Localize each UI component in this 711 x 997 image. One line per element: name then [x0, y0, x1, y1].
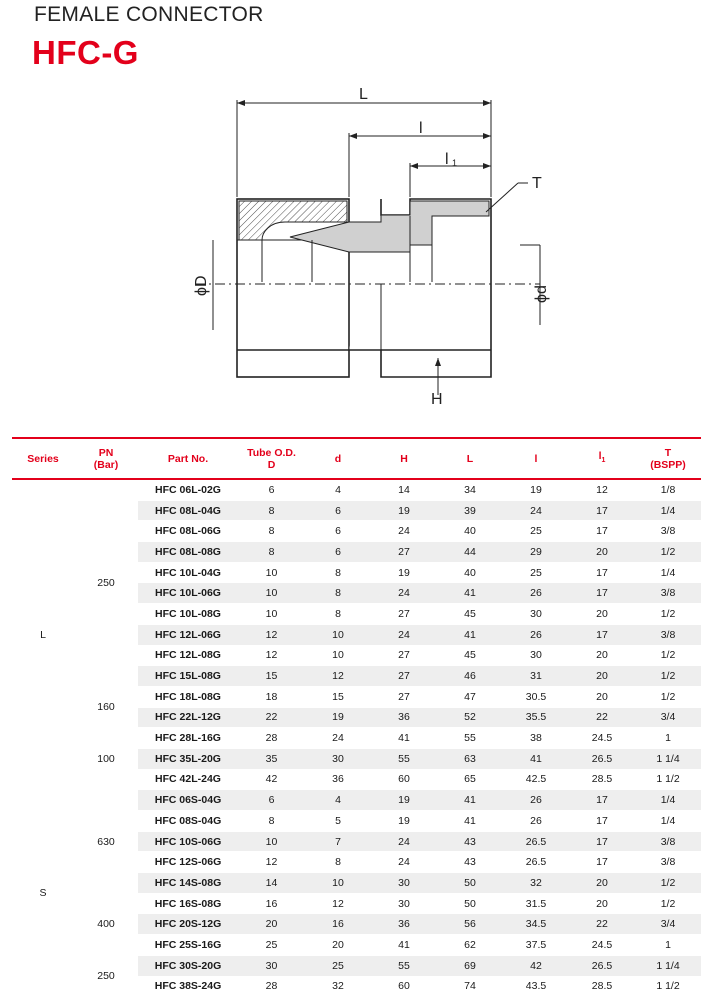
cell-T: 1/2 [635, 645, 701, 666]
cell-l: 26 [503, 811, 569, 832]
cell-part: HFC 06L-02G [138, 479, 238, 500]
cell-l: 37.5 [503, 935, 569, 956]
cell-H: 27 [371, 604, 437, 625]
cell-l: 41 [503, 748, 569, 769]
cell-part: HFC 14S-08G [138, 873, 238, 894]
cell-l1: 24.5 [569, 728, 635, 749]
cell-L: 40 [437, 562, 503, 583]
cell-H: 27 [371, 666, 437, 687]
cell-L: 74 [437, 976, 503, 997]
cell-d: 10 [305, 624, 371, 645]
cell-H: 41 [371, 935, 437, 956]
cell-T: 1 1/2 [635, 976, 701, 997]
cell-tube: 12 [238, 852, 305, 873]
cell-L: 45 [437, 645, 503, 666]
cell-l: 34.5 [503, 914, 569, 935]
cell-H: 60 [371, 976, 437, 997]
cell-l: 25 [503, 562, 569, 583]
cell-l1: 28.5 [569, 769, 635, 790]
cell-d: 30 [305, 748, 371, 769]
header-H: H [371, 438, 437, 479]
cell-part: HFC 16S-08G [138, 893, 238, 914]
cell-l1: 20 [569, 686, 635, 707]
header-series: Series [12, 438, 74, 479]
cell-H: 30 [371, 873, 437, 894]
cell-tube: 20 [238, 914, 305, 935]
cell-H: 41 [371, 728, 437, 749]
cell-T: 1/4 [635, 811, 701, 832]
header-tube-od: Tube O.D. D [238, 438, 305, 479]
dim-label-D: ϕD [193, 275, 210, 296]
cell-part: HFC 18L-08G [138, 686, 238, 707]
cell-L: 47 [437, 686, 503, 707]
table-row [12, 479, 701, 500]
cell-l: 26 [503, 790, 569, 811]
cell-L: 46 [437, 666, 503, 687]
cell-d: 6 [305, 521, 371, 542]
cell-T: 3/8 [635, 624, 701, 645]
cell-d: 15 [305, 686, 371, 707]
cell-l1: 17 [569, 521, 635, 542]
cell-L: 41 [437, 811, 503, 832]
cell-tube: 6 [238, 790, 305, 811]
cell-d: 19 [305, 707, 371, 728]
cell-L: 41 [437, 583, 503, 604]
cell-T: 1 [635, 935, 701, 956]
cell-l1: 20 [569, 542, 635, 563]
cell-l1: 22 [569, 707, 635, 728]
cell-part: HFC 25S-16G [138, 935, 238, 956]
cell-d: 36 [305, 769, 371, 790]
header-d: d [305, 438, 371, 479]
cell-l: 43.5 [503, 976, 569, 997]
cell-part: HFC 22L-12G [138, 707, 238, 728]
cell-l1: 17 [569, 852, 635, 873]
cell-l: 32 [503, 873, 569, 894]
cell-part: HFC 12L-06G [138, 624, 238, 645]
cell-L: 50 [437, 873, 503, 894]
cell-T: 1 1/4 [635, 955, 701, 976]
cell-H: 19 [371, 500, 437, 521]
cell-H: 55 [371, 955, 437, 976]
cell-tube: 22 [238, 707, 305, 728]
cell-L: 41 [437, 624, 503, 645]
cell-part: HFC 08L-08G [138, 542, 238, 563]
product-code-title: HFC-G [32, 34, 139, 71]
cell-L: 34 [437, 479, 503, 500]
cell-tube: 16 [238, 893, 305, 914]
cell-l1: 28.5 [569, 976, 635, 997]
cell-l: 26 [503, 583, 569, 604]
header-l: l [503, 438, 569, 479]
cell-part: HFC 20S-12G [138, 914, 238, 935]
pn-cell: 250 [74, 479, 138, 686]
cell-part: HFC 38S-24G [138, 976, 238, 997]
cell-l1: 17 [569, 624, 635, 645]
cell-d: 10 [305, 873, 371, 894]
series-cell: S [12, 790, 74, 997]
cell-L: 63 [437, 748, 503, 769]
dim-label-l1-sub: 1 [452, 158, 458, 168]
cell-L: 69 [437, 955, 503, 976]
cell-T: 3/8 [635, 583, 701, 604]
cell-part: HFC 08L-06G [138, 521, 238, 542]
cell-tube: 8 [238, 811, 305, 832]
header-part-no: Part No. [138, 438, 238, 479]
cell-L: 41 [437, 790, 503, 811]
cell-tube: 8 [238, 500, 305, 521]
cell-l: 30.5 [503, 686, 569, 707]
cell-L: 43 [437, 831, 503, 852]
cell-L: 44 [437, 542, 503, 563]
cell-H: 19 [371, 811, 437, 832]
cell-part: HFC 10L-08G [138, 604, 238, 625]
cell-l: 29 [503, 542, 569, 563]
table-row [12, 955, 701, 976]
cell-T: 1/2 [635, 604, 701, 625]
pn-cell: 630 [74, 790, 138, 893]
cell-d: 10 [305, 645, 371, 666]
header-l1: $l_1$ [569, 438, 635, 479]
cell-L: 55 [437, 728, 503, 749]
cell-T: 1 1/4 [635, 748, 701, 769]
cell-tube: 30 [238, 955, 305, 976]
cell-l1: 20 [569, 604, 635, 625]
dim-label-T: T [532, 175, 542, 192]
cell-l1: 17 [569, 583, 635, 604]
cell-part: HFC 28L-16G [138, 728, 238, 749]
cell-L: 62 [437, 935, 503, 956]
cell-d: 25 [305, 955, 371, 976]
table-row [12, 893, 701, 914]
cell-tube: 25 [238, 935, 305, 956]
cell-T: 1/2 [635, 873, 701, 894]
product-category: FEMALE CONNECTOR [34, 3, 264, 26]
cell-l: 42.5 [503, 769, 569, 790]
cell-H: 24 [371, 624, 437, 645]
cell-l: 30 [503, 604, 569, 625]
cell-l1: 20 [569, 893, 635, 914]
cell-l1: 26.5 [569, 748, 635, 769]
cell-tube: 35 [238, 748, 305, 769]
table-header-row [12, 438, 701, 479]
dim-label-l1: l [445, 151, 449, 168]
pn-cell: 400 [74, 893, 138, 955]
cell-d: 8 [305, 562, 371, 583]
cell-H: 55 [371, 748, 437, 769]
cell-H: 36 [371, 914, 437, 935]
cell-d: 5 [305, 811, 371, 832]
dim-label-l: l [419, 120, 423, 137]
cell-d: 8 [305, 852, 371, 873]
cell-l: 25 [503, 521, 569, 542]
cell-l1: 17 [569, 790, 635, 811]
cell-tube: 10 [238, 583, 305, 604]
pn-cell: 160 [74, 686, 138, 727]
dimensions-table [12, 437, 701, 997]
cell-tube: 42 [238, 769, 305, 790]
cell-part: HFC 15L-08G [138, 666, 238, 687]
cell-L: 40 [437, 521, 503, 542]
cell-part: HFC 08S-04G [138, 811, 238, 832]
cell-part: HFC 30S-20G [138, 955, 238, 976]
cell-tube: 10 [238, 831, 305, 852]
cell-part: HFC 10L-06G [138, 583, 238, 604]
cell-l1: 12 [569, 479, 635, 500]
cell-l: 31.5 [503, 893, 569, 914]
cell-l1: 20 [569, 645, 635, 666]
cell-H: 19 [371, 562, 437, 583]
cell-H: 24 [371, 831, 437, 852]
dim-label-H: H [431, 391, 443, 408]
cell-H: 27 [371, 645, 437, 666]
cell-tube: 12 [238, 624, 305, 645]
cell-T: 1/4 [635, 562, 701, 583]
cell-H: 60 [371, 769, 437, 790]
header-T: T (BSPP) [635, 438, 701, 479]
cell-T: 1/8 [635, 479, 701, 500]
pn-cell: 250 [74, 955, 138, 996]
cell-d: 16 [305, 914, 371, 935]
cell-L: 65 [437, 769, 503, 790]
cell-tube: 28 [238, 728, 305, 749]
cell-d: 6 [305, 500, 371, 521]
cell-H: 36 [371, 707, 437, 728]
cell-part: HFC 10L-04G [138, 562, 238, 583]
cell-part: HFC 42L-24G [138, 769, 238, 790]
cell-tube: 18 [238, 686, 305, 707]
cell-H: 24 [371, 583, 437, 604]
cell-d: 7 [305, 831, 371, 852]
cell-tube: 15 [238, 666, 305, 687]
cell-L: 52 [437, 707, 503, 728]
cell-tube: 6 [238, 479, 305, 500]
table-row [12, 728, 701, 749]
cell-T: 1/2 [635, 686, 701, 707]
cell-l: 35.5 [503, 707, 569, 728]
cell-tube: 8 [238, 521, 305, 542]
cell-d: 8 [305, 604, 371, 625]
cell-T: 3/8 [635, 831, 701, 852]
cell-l: 30 [503, 645, 569, 666]
cell-d: 20 [305, 935, 371, 956]
cell-L: 56 [437, 914, 503, 935]
cell-part: HFC 12L-08G [138, 645, 238, 666]
cell-l: 42 [503, 955, 569, 976]
dim-label-d: ϕd [533, 285, 550, 303]
cell-H: 24 [371, 521, 437, 542]
cell-l1: 17 [569, 831, 635, 852]
cell-l1: 26.5 [569, 955, 635, 976]
cell-T: 1/4 [635, 790, 701, 811]
cell-L: 50 [437, 893, 503, 914]
cell-tube: 14 [238, 873, 305, 894]
cell-part: HFC 12S-06G [138, 852, 238, 873]
cell-l1: 20 [569, 873, 635, 894]
cell-T: 3/8 [635, 521, 701, 542]
cell-l: 24 [503, 500, 569, 521]
cell-d: 24 [305, 728, 371, 749]
cell-H: 30 [371, 893, 437, 914]
header-L: L [437, 438, 503, 479]
cell-T: 3/4 [635, 707, 701, 728]
cell-T: 1 1/2 [635, 769, 701, 790]
cell-H: 27 [371, 686, 437, 707]
cell-d: 8 [305, 583, 371, 604]
cell-l1: 17 [569, 562, 635, 583]
cell-l: 26.5 [503, 831, 569, 852]
cell-H: 27 [371, 542, 437, 563]
header-pn: PN (Bar) [74, 438, 138, 479]
cell-T: 3/8 [635, 852, 701, 873]
table-body [12, 479, 701, 997]
cell-T: 3/4 [635, 914, 701, 935]
cell-d: 4 [305, 790, 371, 811]
cell-d: 4 [305, 479, 371, 500]
table-row [12, 686, 701, 707]
cell-part: HFC 08L-04G [138, 500, 238, 521]
cell-d: 12 [305, 666, 371, 687]
cell-l: 19 [503, 479, 569, 500]
cell-l: 26 [503, 624, 569, 645]
cell-d: 12 [305, 893, 371, 914]
cell-l: 26.5 [503, 852, 569, 873]
cell-tube: 28 [238, 976, 305, 997]
cell-H: 14 [371, 479, 437, 500]
cell-T: 1/4 [635, 500, 701, 521]
cell-d: 32 [305, 976, 371, 997]
cell-tube: 10 [238, 562, 305, 583]
cell-d: 6 [305, 542, 371, 563]
connector-drawing [170, 85, 560, 415]
cell-L: 39 [437, 500, 503, 521]
cell-T: 1/2 [635, 893, 701, 914]
dim-label-L: L [359, 86, 368, 103]
cell-l1: 20 [569, 666, 635, 687]
cell-l1: 17 [569, 811, 635, 832]
cell-l1: 22 [569, 914, 635, 935]
cell-tube: 12 [238, 645, 305, 666]
cell-l: 31 [503, 666, 569, 687]
cell-T: 1/2 [635, 666, 701, 687]
cell-l: 38 [503, 728, 569, 749]
cell-part: HFC 06S-04G [138, 790, 238, 811]
cell-L: 43 [437, 852, 503, 873]
cell-l1: 17 [569, 500, 635, 521]
pn-cell: 100 [74, 728, 138, 790]
series-cell: L [12, 479, 74, 790]
cell-T: 1 [635, 728, 701, 749]
cell-l1: 24.5 [569, 935, 635, 956]
cell-T: 1/2 [635, 542, 701, 563]
table-row [12, 790, 701, 811]
cell-tube: 8 [238, 542, 305, 563]
cell-L: 45 [437, 604, 503, 625]
cell-part: HFC 10S-06G [138, 831, 238, 852]
cell-H: 24 [371, 852, 437, 873]
cell-H: 19 [371, 790, 437, 811]
cell-tube: 10 [238, 604, 305, 625]
cell-part: HFC 35L-20G [138, 748, 238, 769]
